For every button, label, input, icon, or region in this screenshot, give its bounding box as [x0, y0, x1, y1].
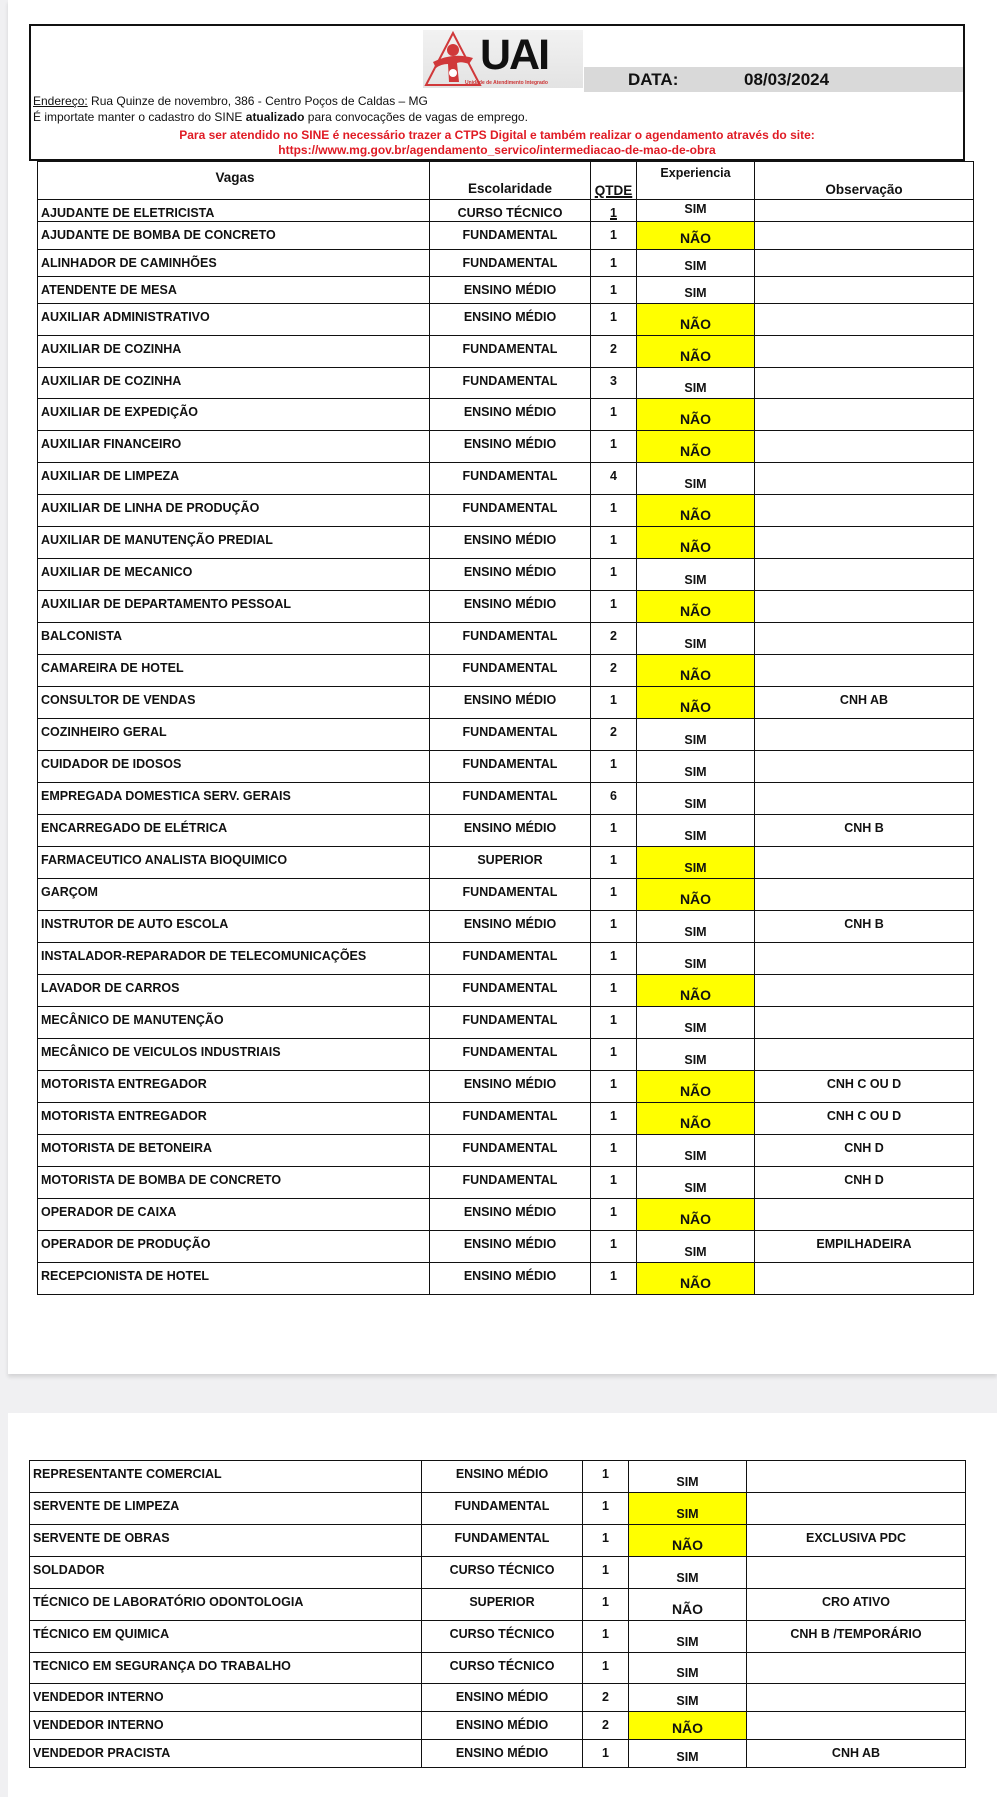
cell-qtde: 1	[591, 1135, 637, 1167]
cell-observacao: CNH AB	[755, 687, 974, 719]
notice-prefix: É importate manter o cadastro do SINE	[33, 110, 246, 124]
table-row	[38, 1071, 974, 1103]
cell-observacao: EXCLUSIVA PDC	[747, 1525, 966, 1557]
cell-escolaridade: ENSINO MÉDIO	[430, 559, 591, 591]
cell-observacao	[755, 495, 974, 527]
cell-vaga: SERVENTE DE LIMPEZA	[30, 1493, 422, 1525]
cell-qtde: 1	[591, 1231, 637, 1263]
cell-escolaridade: FUNDAMENTAL	[422, 1493, 583, 1525]
cell-escolaridade: ENSINO MÉDIO	[430, 1263, 591, 1295]
cell-experiencia: NÃO	[637, 1071, 755, 1103]
cell-observacao	[755, 719, 974, 751]
cell-escolaridade: FUNDAMENTAL	[430, 1007, 591, 1039]
cell-experiencia: SIM	[629, 1557, 747, 1589]
cell-observacao	[747, 1712, 966, 1740]
cell-escolaridade: CURSO TÉCNICO	[422, 1653, 583, 1684]
cell-observacao: CNH C OU D	[755, 1071, 974, 1103]
cell-escolaridade: ENSINO MÉDIO	[430, 591, 591, 623]
cell-escolaridade: FUNDAMENTAL	[430, 719, 591, 751]
cell-experiencia: NÃO	[629, 1525, 747, 1557]
cell-qtde: 1	[591, 879, 637, 911]
cell-observacao	[755, 200, 974, 222]
cell-vaga: SERVENTE DE OBRAS	[30, 1525, 422, 1557]
cell-vaga: VENDEDOR INTERNO	[30, 1712, 422, 1740]
cell-observacao	[755, 1039, 974, 1071]
cell-escolaridade: FUNDAMENTAL	[430, 783, 591, 815]
cell-experiencia: SIM	[637, 943, 755, 975]
table-row	[38, 336, 974, 368]
cell-qtde: 2	[583, 1712, 629, 1740]
cell-experiencia: NÃO	[637, 687, 755, 719]
date-band	[584, 67, 963, 92]
date-value: 08/03/2024	[744, 70, 830, 89]
cell-qtde: 1	[591, 1071, 637, 1103]
address-line	[33, 94, 428, 108]
cell-qtde: 1	[583, 1589, 629, 1621]
cell-qtde: 1	[591, 222, 637, 250]
table-row	[38, 1167, 974, 1199]
cell-vaga: SOLDADOR	[30, 1557, 422, 1589]
cell-experiencia: NÃO	[637, 1199, 755, 1231]
cell-vaga: AUXILIAR ADMINISTRATIVO	[38, 304, 430, 336]
cell-experiencia: SIM	[637, 623, 755, 655]
table-row	[38, 847, 974, 879]
cell-vaga: TÉCNICO DE LABORATÓRIO ODONTOLOGIA	[30, 1589, 422, 1621]
cell-escolaridade: FUNDAMENTAL	[430, 250, 591, 277]
cell-observacao	[755, 368, 974, 399]
cell-observacao: CNH B /TEMPORÁRIO	[747, 1621, 966, 1653]
cell-qtde: 1	[591, 911, 637, 943]
uai-logo	[423, 30, 583, 88]
cell-qtde: 1	[591, 815, 637, 847]
table-row	[30, 1589, 966, 1621]
cell-escolaridade: ENSINO MÉDIO	[422, 1740, 583, 1768]
cell-escolaridade: ENSINO MÉDIO	[430, 1199, 591, 1231]
table-row	[38, 431, 974, 463]
cell-experiencia: SIM	[629, 1461, 747, 1493]
cell-experiencia: NÃO	[637, 1263, 755, 1295]
table-row	[38, 277, 974, 304]
cell-escolaridade: FUNDAMENTAL	[430, 368, 591, 399]
logo-subtitle: Unidade de Atendimento Integrado	[465, 80, 548, 86]
table-row	[30, 1621, 966, 1653]
cell-vaga: TÉCNICO EM QUIMICA	[30, 1621, 422, 1653]
cell-observacao	[755, 250, 974, 277]
cell-escolaridade: CURSO TÉCNICO	[430, 200, 591, 222]
cell-observacao: CNH B	[755, 911, 974, 943]
cell-qtde: 1	[591, 751, 637, 783]
table-body-page-2	[30, 1461, 966, 1768]
cell-observacao	[755, 222, 974, 250]
table-row	[38, 975, 974, 1007]
cell-vaga: MOTORISTA DE BOMBA DE CONCRETO	[38, 1167, 430, 1199]
cell-qtde: 1	[591, 1103, 637, 1135]
col-header-experiencia: Experiencia	[637, 162, 755, 200]
cell-observacao	[755, 943, 974, 975]
cell-qtde: 1	[591, 250, 637, 277]
cell-observacao	[755, 623, 974, 655]
cell-escolaridade: FUNDAMENTAL	[430, 655, 591, 687]
cell-qtde: 1	[591, 687, 637, 719]
cell-escolaridade: CURSO TÉCNICO	[422, 1621, 583, 1653]
cell-escolaridade: FUNDAMENTAL	[430, 751, 591, 783]
cell-observacao	[755, 879, 974, 911]
cell-observacao	[755, 277, 974, 304]
cell-vaga: MECÂNICO DE MANUTENÇÃO	[38, 1007, 430, 1039]
cell-experiencia: SIM	[637, 463, 755, 495]
cell-experiencia: NÃO	[637, 495, 755, 527]
cell-vaga: EMPREGADA DOMESTICA SERV. GERAIS	[38, 783, 430, 815]
table-row	[38, 222, 974, 250]
cell-qtde: 1	[591, 1007, 637, 1039]
table-row	[30, 1525, 966, 1557]
cell-escolaridade: ENSINO MÉDIO	[430, 431, 591, 463]
cell-vaga: BALCONISTA	[38, 623, 430, 655]
cell-escolaridade: ENSINO MÉDIO	[430, 304, 591, 336]
cell-experiencia: SIM	[629, 1684, 747, 1712]
cell-qtde: 1	[591, 1263, 637, 1295]
table-row	[38, 1007, 974, 1039]
cell-observacao	[747, 1684, 966, 1712]
cell-experiencia: NÃO	[637, 336, 755, 368]
cell-vaga: INSTALADOR-REPARADOR DE TELECOMUNICAÇÕES	[38, 943, 430, 975]
table-row	[38, 1135, 974, 1167]
cell-vaga: AJUDANTE DE ELETRICISTA	[38, 200, 430, 222]
cell-vaga: RECEPCIONISTA DE HOTEL	[38, 1263, 430, 1295]
cell-vaga: ENCARREGADO DE ELÉTRICA	[38, 815, 430, 847]
table-row	[38, 304, 974, 336]
col-header-qtde: QTDE	[591, 162, 637, 200]
table-row	[38, 368, 974, 399]
table-row	[38, 250, 974, 277]
cell-experiencia: SIM	[637, 719, 755, 751]
table-row	[38, 527, 974, 559]
cell-observacao	[755, 1263, 974, 1295]
cell-escolaridade: ENSINO MÉDIO	[430, 1231, 591, 1263]
cell-escolaridade: FUNDAMENTAL	[430, 1167, 591, 1199]
cell-observacao: CNH AB	[747, 1740, 966, 1768]
cell-escolaridade: FUNDAMENTAL	[430, 879, 591, 911]
cell-qtde: 1	[591, 559, 637, 591]
cell-escolaridade: ENSINO MÉDIO	[422, 1712, 583, 1740]
cell-qtde: 1	[591, 200, 637, 222]
table-row	[38, 719, 974, 751]
cell-qtde: 1	[591, 943, 637, 975]
cell-escolaridade: ENSINO MÉDIO	[430, 399, 591, 431]
table-row	[38, 1263, 974, 1295]
cell-vaga: AUXILIAR DE EXPEDIÇÃO	[38, 399, 430, 431]
cell-qtde: 1	[591, 304, 637, 336]
table-row	[30, 1740, 966, 1768]
cell-escolaridade: ENSINO MÉDIO	[422, 1461, 583, 1493]
table-row	[38, 687, 974, 719]
cell-experiencia: NÃO	[629, 1589, 747, 1621]
cell-experiencia: SIM	[637, 250, 755, 277]
table-row	[38, 399, 974, 431]
table-row	[38, 655, 974, 687]
table-row	[38, 559, 974, 591]
table-row	[38, 495, 974, 527]
cell-observacao: CNH D	[755, 1167, 974, 1199]
cell-experiencia: SIM	[637, 1039, 755, 1071]
notice-line	[33, 110, 528, 124]
table-row	[30, 1493, 966, 1525]
cell-qtde: 3	[591, 368, 637, 399]
table-row	[38, 911, 974, 943]
cell-qtde: 1	[583, 1493, 629, 1525]
cell-experiencia: SIM	[637, 783, 755, 815]
cell-escolaridade: FUNDAMENTAL	[430, 623, 591, 655]
cell-qtde: 1	[583, 1740, 629, 1768]
cell-observacao	[755, 847, 974, 879]
cell-qtde: 2	[591, 655, 637, 687]
cell-qtde: 1	[583, 1653, 629, 1684]
cell-escolaridade: ENSINO MÉDIO	[430, 277, 591, 304]
cell-qtde: 6	[591, 783, 637, 815]
cell-experiencia: SIM	[637, 751, 755, 783]
cell-observacao: CNH C OU D	[755, 1103, 974, 1135]
table-row	[38, 815, 974, 847]
cell-experiencia: SIM	[629, 1653, 747, 1684]
notice-suffix: para convocações de vagas de emprego.	[304, 110, 528, 124]
cell-escolaridade: FUNDAMENTAL	[430, 495, 591, 527]
cell-vaga: REPRESENTANTE COMERCIAL	[30, 1461, 422, 1493]
cell-qtde: 1	[583, 1461, 629, 1493]
cell-experiencia: SIM	[629, 1621, 747, 1653]
col-header-vagas: Vagas	[38, 162, 430, 200]
cell-qtde: 4	[591, 463, 637, 495]
cell-qtde: 1	[591, 975, 637, 1007]
cell-observacao: EMPILHADEIRA	[755, 1231, 974, 1263]
table-header-row	[38, 162, 974, 200]
cell-observacao	[755, 399, 974, 431]
logo-text: UAI	[480, 31, 549, 79]
cell-escolaridade: FUNDAMENTAL	[430, 975, 591, 1007]
cell-qtde: 1	[591, 399, 637, 431]
cell-vaga: ALINHADOR DE CAMINHÕES	[38, 250, 430, 277]
cell-experiencia: NÃO	[637, 975, 755, 1007]
table-row	[38, 943, 974, 975]
cell-vaga: MOTORISTA ENTREGADOR	[38, 1071, 430, 1103]
cell-vaga: AUXILIAR DE COZINHA	[38, 368, 430, 399]
cell-vaga: MOTORISTA DE BETONEIRA	[38, 1135, 430, 1167]
cell-qtde: 1	[591, 591, 637, 623]
cell-observacao: CNH B	[755, 815, 974, 847]
cell-vaga: AUXILIAR DE MANUTENÇÃO PREDIAL	[38, 527, 430, 559]
cell-escolaridade: FUNDAMENTAL	[430, 336, 591, 368]
cell-escolaridade: FUNDAMENTAL	[430, 1039, 591, 1071]
cell-experiencia: NÃO	[637, 399, 755, 431]
cell-escolaridade: SUPERIOR	[422, 1589, 583, 1621]
cell-experiencia: SIM	[629, 1740, 747, 1768]
cell-vaga: GARÇOM	[38, 879, 430, 911]
cell-escolaridade: ENSINO MÉDIO	[430, 1071, 591, 1103]
cell-escolaridade: CURSO TÉCNICO	[422, 1557, 583, 1589]
cell-vaga: AUXILIAR DE LIMPEZA	[38, 463, 430, 495]
scheduling-link[interactable]: https://www.mg.gov.br/agendamento_servico/intermediacao-de-mao-de-obra	[278, 143, 716, 157]
cell-escolaridade: ENSINO MÉDIO	[430, 687, 591, 719]
cell-vaga: MOTORISTA ENTREGADOR	[38, 1103, 430, 1135]
table-row	[38, 1231, 974, 1263]
cell-qtde: 1	[583, 1557, 629, 1589]
cell-experiencia: SIM	[637, 277, 755, 304]
col-header-escolaridade: Escolaridade	[430, 162, 591, 200]
table-row	[38, 751, 974, 783]
cell-qtde: 1	[591, 847, 637, 879]
table-row	[30, 1557, 966, 1589]
cell-vaga: VENDEDOR INTERNO	[30, 1684, 422, 1712]
cell-vaga: OPERADOR DE CAIXA	[38, 1199, 430, 1231]
cell-vaga: OPERADOR DE PRODUÇÃO	[38, 1231, 430, 1263]
cell-vaga: VENDEDOR PRACISTA	[30, 1740, 422, 1768]
cell-observacao	[747, 1557, 966, 1589]
cell-escolaridade: SUPERIOR	[430, 847, 591, 879]
cell-escolaridade: ENSINO MÉDIO	[430, 815, 591, 847]
cell-vaga: AJUDANTE DE BOMBA DE CONCRETO	[38, 222, 430, 250]
cell-observacao	[747, 1653, 966, 1684]
cell-experiencia: SIM	[637, 815, 755, 847]
table-row	[30, 1684, 966, 1712]
col-header-observacao: Observação	[755, 162, 974, 200]
table-row	[38, 463, 974, 495]
cell-vaga: CONSULTOR DE VENDAS	[38, 687, 430, 719]
cell-qtde: 1	[591, 527, 637, 559]
cell-vaga: TECNICO EM SEGURANÇA DO TRABALHO	[30, 1653, 422, 1684]
cell-vaga: MECÂNICO DE VEICULOS INDUSTRIAIS	[38, 1039, 430, 1071]
cell-experiencia: SIM	[637, 1167, 755, 1199]
table-row	[38, 879, 974, 911]
cell-vaga: AUXILIAR DE COZINHA	[38, 336, 430, 368]
cell-qtde: 1	[591, 277, 637, 304]
cell-observacao	[747, 1461, 966, 1493]
cell-qtde: 1	[591, 495, 637, 527]
cell-vaga: INSTRUTOR DE AUTO ESCOLA	[38, 911, 430, 943]
notice-bold: atualizado	[245, 110, 305, 124]
cell-experiencia: NÃO	[629, 1712, 747, 1740]
vacancies-table-page-2	[29, 1460, 966, 1768]
table-row	[38, 1039, 974, 1071]
cell-experiencia: SIM	[637, 847, 755, 879]
cell-escolaridade: FUNDAMENTAL	[430, 222, 591, 250]
vacancies-table-page-1	[37, 161, 974, 1295]
cell-observacao	[755, 655, 974, 687]
cell-vaga: COZINHEIRO GERAL	[38, 719, 430, 751]
cell-experiencia: NÃO	[637, 527, 755, 559]
cell-observacao	[755, 1007, 974, 1039]
cell-qtde: 1	[591, 1167, 637, 1199]
cell-qtde: 2	[591, 623, 637, 655]
cell-observacao	[755, 751, 974, 783]
cell-escolaridade: FUNDAMENTAL	[430, 943, 591, 975]
cell-escolaridade: FUNDAMENTAL	[430, 463, 591, 495]
cell-experiencia: SIM	[637, 200, 755, 222]
cell-vaga: AUXILIAR DE MECANICO	[38, 559, 430, 591]
cell-escolaridade: FUNDAMENTAL	[422, 1525, 583, 1557]
cell-experiencia: NÃO	[637, 1103, 755, 1135]
cell-experiencia: SIM	[637, 559, 755, 591]
address-text: Rua Quinze de novembro, 386 - Centro Poços de Caldas – MG	[87, 94, 428, 108]
table-row	[38, 1103, 974, 1135]
cell-vaga: CUIDADOR DE IDOSOS	[38, 751, 430, 783]
cell-vaga: AUXILIAR DE DEPARTAMENTO PESSOAL	[38, 591, 430, 623]
cell-qtde: 1	[583, 1621, 629, 1653]
cell-qtde: 2	[591, 719, 637, 751]
cell-escolaridade: ENSINO MÉDIO	[430, 911, 591, 943]
cell-observacao	[755, 559, 974, 591]
cell-observacao	[755, 431, 974, 463]
cell-vaga: FARMACEUTICO ANALISTA BIOQUIMICO	[38, 847, 430, 879]
cell-experiencia: NÃO	[637, 591, 755, 623]
cell-observacao	[755, 304, 974, 336]
cell-qtde: 1	[591, 1199, 637, 1231]
cell-qtde: 1	[583, 1525, 629, 1557]
cell-observacao: CRO ATIVO	[747, 1589, 966, 1621]
cell-experiencia: SIM	[637, 1135, 755, 1167]
cell-experiencia: NÃO	[637, 222, 755, 250]
address-label: Endereço:	[33, 94, 88, 108]
table-row	[38, 623, 974, 655]
cell-experiencia: NÃO	[637, 879, 755, 911]
cell-observacao	[755, 591, 974, 623]
cell-experiencia: SIM	[637, 1231, 755, 1263]
cell-observacao	[747, 1493, 966, 1525]
cell-observacao	[755, 975, 974, 1007]
cell-vaga: ATENDENTE DE MESA	[38, 277, 430, 304]
cell-observacao	[755, 336, 974, 368]
scheduling-notice: Para ser atendido no SINE é necessário trazer a CTPS Digital e também realizar o agendamento através do site:	[179, 128, 815, 142]
cell-vaga: CAMAREIRA DE HOTEL	[38, 655, 430, 687]
cell-qtde: 1	[591, 1039, 637, 1071]
cell-experiencia: SIM	[637, 911, 755, 943]
cell-qtde: 1	[591, 431, 637, 463]
table-row	[38, 591, 974, 623]
cell-qtde: 2	[591, 336, 637, 368]
cell-experiencia: SIM	[637, 1007, 755, 1039]
cell-escolaridade: ENSINO MÉDIO	[430, 527, 591, 559]
cell-experiencia: NÃO	[637, 304, 755, 336]
cell-escolaridade: ENSINO MÉDIO	[422, 1684, 583, 1712]
cell-experiencia: NÃO	[637, 431, 755, 463]
table-body-page-1	[38, 200, 974, 1295]
cell-experiencia: SIM	[629, 1493, 747, 1525]
cell-vaga: AUXILIAR DE LINHA DE PRODUÇÃO	[38, 495, 430, 527]
date-label: DATA:	[628, 70, 679, 89]
cell-experiencia: NÃO	[637, 655, 755, 687]
cell-escolaridade: FUNDAMENTAL	[430, 1135, 591, 1167]
cell-escolaridade: FUNDAMENTAL	[430, 1103, 591, 1135]
document-page-1	[8, 0, 997, 1374]
cell-vaga: AUXILIAR FINANCEIRO	[38, 431, 430, 463]
cell-vaga: LAVADOR DE CARROS	[38, 975, 430, 1007]
cell-observacao: CNH D	[755, 1135, 974, 1167]
cell-qtde: 2	[583, 1684, 629, 1712]
cell-experiencia: SIM	[637, 368, 755, 399]
cell-observacao	[755, 783, 974, 815]
cell-observacao	[755, 463, 974, 495]
table-row	[38, 200, 974, 222]
table-row	[38, 1199, 974, 1231]
table-row	[30, 1712, 966, 1740]
table-row	[38, 783, 974, 815]
table-row	[30, 1461, 966, 1493]
header-box	[29, 24, 965, 161]
cell-observacao	[755, 527, 974, 559]
table-row	[30, 1653, 966, 1684]
cell-observacao	[755, 1199, 974, 1231]
